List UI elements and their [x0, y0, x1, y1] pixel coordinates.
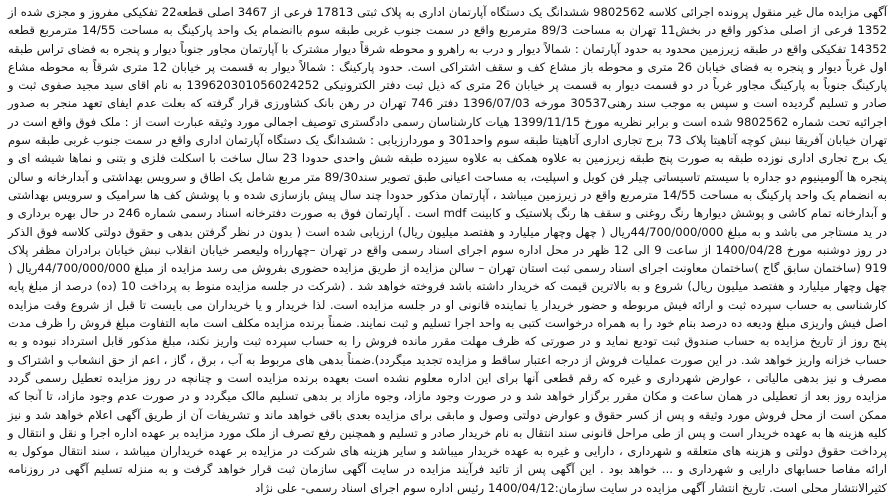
auction-notice-text: آگهی مزایده مال غیر منقول پرونده اجرائی کلاسه 9802562 ششدانگ یک دستگاه آپارتمان اداری به پلاک ثبتی 17813 فرعی از 3467 اصلی قطعه22 تفکیکی مفروز و مجزی شده از 1352 فرعی از اصلی مذکور واقع در بخش11 تهران به مساحت 89/3 مترمربع واقع در سمت جنوب غربی طبقه سوم باانضمام یک واحد پارکینگ به مساحت 14/55 مترمربع قطعه 14352 تفکیکی واقع در طبقه زیرزمین محدود به حدود آپارتمان : شمالاً دیوار و درب به راهرو و محوطه شرقاً دیوار مشترک با آپارتمان مجاور جنوباً دیوار و پنجره به فضای تراس طبقه اول غرباً دیوار و پنجره به فضای خیابان 26 متری و محوطه باز مشاع کف و سقف اشتراکی است. حدود پارکینگ : شمالاً دیوار به قسمت پر خیابان 12 متری شرقاً به محوطه مشاع پارکینگ جنوباً به پارکینگ مجاور غرباً در دو قسمت دیوار به قسمت پر خیابان 26 متری که ذیل ثبت دفتر الکترونیکی 139620301056024252 به نام اقای سید مجید صفوی ثبت و صادر و تسلیم گردیده است و سپس به موجب سند رهنی30537 مورخه 1396/07/03 دفتر 746 تهران در رهن بانک کشاورزی قرار گرفته که بعلت عدم ایفای تعهد منجر به صدور اجرائیه تحت شماره 9802562 شده است و برابر نظریه مورخ 1399/11/15 هیات کارشناسان رسمی دادگستری توصیف اجمالی مورد وثیقه عبارت است از : ملک فوق واقع است در تهران خیابان آفریقا نبش کوچه آتاهیتا پلاک 73 برج تجاری اداری آتاهیتا طبقه سوم واحد301 و موردارزیابی : ششدانگ یک دستگاه آپارتمان اداری واقع در سمت جنوب غربی طبقه سوم یک برج تجاری اداری نوزده طبقه به صورت پنج طبقه زیرزمین به علاوه همکف به علاوه سیزده طبقه شش واحدی حدودا 23 سال ساخت با اسکلت فلزی و بتنی و نماها شیشه ای و پنجره ها آلومینیوم دو جداره با سیستم تاسیساتی چیلر فن کویل و اسپلیت، به مساحت اعیانی طبق تصویر سند89/30 متر مربع شامل یک اطاق و سرویس بهداشتی و آبدارخانه و سالن به انضمام یک واحد پارکینگ به مساحت 14/55 مترمربع واقع در زیرزمین میباشد ، آپارتمان مذکور حدودا چند سال پیش بازسازی شده و با پوشش کف ها سرامیک و سرویس بهداشتی و آبدارخانه تمام کاشی و پوشش دیوارها رنگ روغنی و سقف ها رنگ پلاستیک و کابینت mdf است . آپارتمان فوق به صورت دفترخانه اسناد رسمی شماره 246 در حال بهره برداری و در ید مستاجر می باشد و به مبلغ 44/700/000/000ریال ( چهل وچهار میلیارد و هفتصد میلیون ریال) ارزیابی شده است ( بدون در نظر گرفتن بدهی و حقوق دولتی کلاسه فوق الذکر در روز دوشنبه مورخ 1400/04/28 از ساعت 9 الی 12 ظهر در محل اداره سوم اجرای اسناد رسمی واقع در تهران –چهارراه ولیعصر خیابان انقلاب نبش خیابان برادران مظفر پلاک 919 (ساختمان سابق گاج )ساختمان معاونت اجرای اسناد رسمی ثبت استان تهران – سالن مزایده از طریق مزایده حضوری بفروش می رسد مزایده از مبلغ 44/700/000/000ریال ( چهل وچهار میلیارد و هفتصد میلیون ریال) شروع و به بالاترین قیمت که خریدار داشته باشد فروخته خواهد شد . (شرکت در جلسه مزایده منوط به پرداخت 10 (ده) درصد از مبلغ پایه کارشناسی به حساب سپرده ثبت و ارائه فیش مربوطه و حضور خریدار یا نماینده قانونی او در جلسه مزایده است. لذا خریدار و یا خریداران می بایست تا قبل از شروع وقت مزایده اصل فیش واریزی مبلغ ودیعه ده درصد بنام خود را به همراه درخواست کتبی به واحد اجرا تسلیم و ثبت نمایند. ضمناً برنده مزایده مکلف است مابه التفاوت مبلغ فروش را ظرف مدت پنج روز از تاریخ مزایده به حساب صندوق ثبت تودیع نماید و در صورتی که ظرف مهلت مقرر مانده فروش را به حساب سپرده ثبت واریز نکند، مبلغ مذکور قابل استرداد نبوده و به حساب خزانه واریز خواهد شد. در این صورت عملیات فروش از درجه اعتبار ساقط و مزایده تجدید میگردد).ضمناً بدهی های مربوط به آب ، برق ، گاز ، اعم از حق انشعاب و اشتراک و مصرف و نیز بدهی مالیاتی ، عوارض شهرداری و غیره که رقم قطعی آنها برای این اداره معلوم نشده است بعهده برنده مزایده است و چنانچه در روز مزایده تعطیل رسمی گردد مزایده روز بعد از تعطیلی در همان ساعت و مکان مقرر برگزار خواهد شد و در صورت وجود مازاد، وجوه مازاد بر بدهی تسلیم مالک میگردد و در صورت عدم وجود مازاد، تا آنجا که ممکن است از محل فروش مورد وثیقه و پس از کسر حقوق و عوارض دولتی وصول و مابقی برای مزایده بعدی باقی خواهد ماند و تشریفات آن از طریق آگهی اعلام خواهد شد و نیز کلیه هزینه ها به عهده خریدار است و پس از طی مراحل قانونی سند انتقال به نام خریدار صادر و تسلیم و همچنین رفع تصرف از ملک مورد مزایده بر عهده اداره اجرا و نقل و انتقال و پرداخت حقوق دولتی و هزینه های متعلقه و شهرداری ، دارایی و غیره به عهده خریدار میباشد و سایر هزینه های شرکت در مزایده بر عهده خریداران میباشد ، سند انتقال موکول به ارائه مفاصا حسابهای دارایی و شهرداری و ... خواهد بود . این آگهی پس از تائید فرآیند مزایده در سایت آگهی سازمان ثبت قرار خواهد گرفت و به منزله تسلیم آگهی در روزنامه کثیرالانتشار محلی است. تاریخ انتشار آگهی مزایده در سایت سازمان:1400/04/12 رئیس اداره سوم اجرای اسناد رسمی- علی نژاد — [8, 5, 888, 495]
